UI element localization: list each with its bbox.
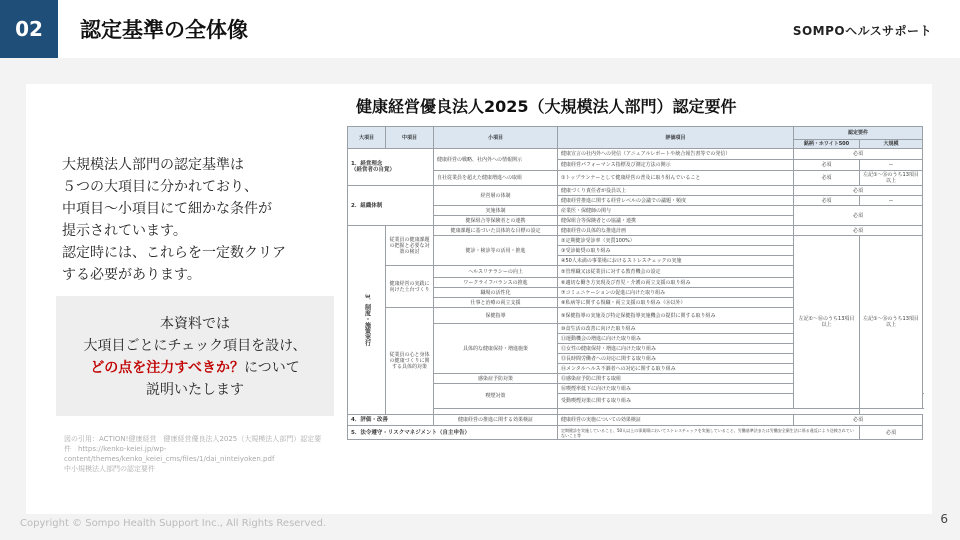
note-line-2: 大項目ごとにチェック項目を設け、 — [83, 338, 307, 354]
sec1-eval-1: 健康宣言の社内外への発信（アニュアルレポートや統合報告書等での発信） — [558, 149, 794, 160]
copyright: Copyright © Sompo Health Support Inc., All Rights Reserved. — [20, 518, 327, 529]
sec3-eval-13: ⑬長時間労働者への対応に関する取り組み — [558, 354, 794, 364]
header-mid: 中項目 — [386, 127, 434, 149]
sec1-eval-2: 健康経営パフォーマンス指標及び測定方法の開示 — [558, 160, 794, 171]
sec2-small-2: 実施体制 — [434, 206, 558, 216]
sec1-req-2a: 必須 — [794, 160, 860, 171]
sec3-mid-3: 従業員の心と身体の健康づくりに関する具体的対策 — [386, 308, 434, 415]
page-title: 認定基準の全体像 — [80, 18, 248, 42]
sec3-label: 3．制度・施策実行 — [348, 226, 386, 415]
sec2-req-1: 必須 — [794, 186, 923, 196]
sec2-label: 2．組織体制 — [348, 186, 434, 226]
header-small: 小項目 — [434, 127, 558, 149]
sec1-req-3a: 必須 — [794, 171, 860, 186]
company-logo: SOMPOヘルスサポート — [792, 24, 932, 38]
note-line-1: 本資料では — [160, 316, 230, 332]
sec3-small-3: ヘルスリテラシーの向上 — [434, 266, 558, 278]
sec1-req-3b: 左記①〜⑯のうち13項目以上 — [860, 171, 923, 186]
sec3-eval-17: 受動喫煙対策に関する取り組み — [558, 394, 794, 409]
sec3-eval-4: ④50人未満の事業場におけるストレスチェックの実施 — [558, 256, 794, 266]
header-req: 認定要件 — [794, 127, 923, 140]
sec4-small-1: 健康経営の推進に関する効果検証 — [434, 415, 558, 426]
sec3-small-1: 健康課題に基づいた具体的な目標の設定 — [434, 226, 558, 236]
sec1-req-2b: ー — [860, 160, 923, 171]
sec1-small-1: 健康経営の戦略、社内外への情報開示 — [434, 149, 558, 171]
sec2-eval-4: 健保組合等保険者との協議・連携 — [558, 216, 794, 226]
sec4-req-1: 必須 — [794, 415, 923, 426]
sec3-eval-1: 健康経営の具体的な推進計画 — [558, 226, 794, 236]
sec3-small-6: 仕事と治療の両立支援 — [434, 298, 558, 308]
sec3-eval-16: ⑯喫煙率低下に向けた取り組み — [558, 384, 794, 394]
sec2-req-2b: ー — [860, 196, 923, 206]
description-text: 大規模法人部門の認定基準は ５つの大項目に分かれており、 中項目〜小項目にて細かな条件が 提示されています。 認定時には、これらを一定数クリア する必要があります。 — [62, 157, 286, 283]
sec3-eval-5: ⑤管理職又は従業員に対する教育機会の設定 — [558, 266, 794, 278]
document-title: 健康経営優良法人2025（大規模法人部門）認定要件 — [356, 97, 737, 116]
sec3-eval-12: ⑫女性の健康保持・増進に向けた取り組み — [558, 344, 794, 354]
sec3-eval-9: ⑨保健指導の実施及び特定保健指導実施機会の提供に関する取り組み — [558, 308, 794, 324]
sec3-eval-10: ⑩食生活の改善に向けた取り組み — [558, 324, 794, 334]
sec1-eval-3: ①トップランナーとして健康経営の普及に取り組んでいること — [558, 171, 794, 186]
sec2-eval-3: 産業医・保健師の関与 — [558, 206, 794, 216]
sec5-label: 5．法令遵守・リスクマネジメント（自主申告） — [348, 426, 558, 440]
sec3-eval-15: ⑮感染症予防に関する取組 — [558, 374, 794, 384]
sec2-small-1: 経営層の体制 — [434, 186, 558, 206]
sec2-req-3: 必須 — [794, 206, 923, 226]
sec1-req-1: 必須 — [794, 149, 923, 160]
sec3-req-left: 左記①〜⑯のうち13項目以上 — [794, 236, 860, 409]
note-highlight: どの点を注力すべきか？ — [90, 360, 244, 376]
header-eval: 評価項目 — [558, 127, 794, 149]
sec3-eval-8: ⑧私病等に関する復職・両立支援の取り組み（⑭以外） — [558, 298, 794, 308]
sec3-eval-6: ⑥適切な働き方実現及び育児・介護の両立支援の取り組み — [558, 278, 794, 288]
header-large-corp: 大規模 — [860, 140, 923, 149]
note-line-4: 説明いたします — [146, 382, 244, 398]
sec3-small-2: 健診・検診等の活用・推進 — [434, 236, 558, 266]
requirements-table — [347, 126, 923, 440]
note-after: について — [244, 360, 300, 376]
sec3-small-4: ワークライフバランスの推進 — [434, 278, 558, 288]
sec3-mid-2: 健康経営の実践に向けた土台づくり — [386, 266, 434, 308]
sec2-req-2a: 必須 — [794, 196, 860, 206]
sec3-eval-3: ③受診勧奨の取り組み — [558, 246, 794, 256]
sec2-eval-1: 健康づくり責任者が役員以上 — [558, 186, 794, 196]
sec3-small-5: 職場の活性化 — [434, 288, 558, 298]
header-large: 大項目 — [348, 127, 386, 149]
sec3-eval-2: ②定期健診受診率（実質100%） — [558, 236, 794, 246]
sec2-eval-2: 健康経営推進に関する経営レベルの会議での議題・頻度 — [558, 196, 794, 206]
sec3-eval-14: ⑭メンタルヘルス不調者への対応に関する取り組み — [558, 364, 794, 374]
page-number: 6 — [940, 512, 948, 526]
sec5-eval-1: 定期健診を実施していること、50人以上の事業場においてストレスチェックを実施していること、労働基準法または労働安全衛生法に係る違反により送検されていないこと等 — [558, 426, 860, 440]
sec3-small-10: 喫煙対策 — [434, 384, 558, 409]
header-bar — [0, 0, 960, 58]
sec2-small-3: 健保組合等保険者との連携 — [434, 216, 558, 226]
sec3-req-right: 左記①〜⑯のうち13項目以上 — [860, 236, 923, 409]
section-number: 02 — [0, 0, 58, 58]
sec3-small-8: 具体的な健康保持・増進施策 — [434, 324, 558, 374]
sec1-small-2: 自社従業員を超えた健康増進への取組 — [434, 171, 558, 186]
note-box — [56, 296, 334, 416]
sec3-small-7: 保健指導 — [434, 308, 558, 324]
sec3-mid-1: 従業員の健康課題の把握と必要な対策の検討 — [386, 226, 434, 266]
note-line-3 — [56, 357, 334, 379]
sec5-req-1: 必須 — [860, 426, 923, 440]
citation: 図の引用：ACTION!健康経営 健康経営優良法人2025（大規模法人部門）認定要件 https://kenko-keiei.jp/wp-content/themes/kenko_keiei_cms/files/1/dai_ninteiyoken.pdf 中小規模法人部門の認定要件 — [64, 435, 322, 473]
sec3-eval-11: ⑪運動機会の増進に向けた取り組み — [558, 334, 794, 344]
sec3-req-1: 必須 — [794, 226, 923, 236]
sec4-label: 4．評価・改善 — [348, 415, 434, 426]
sec4-eval-1: 健康経営の実施についての効果検証 — [558, 415, 794, 426]
sec3-small-9: 感染症予防対策 — [434, 374, 558, 384]
sec3-eval-7: ⑦コミュニケーションの促進に向けた取り組み — [558, 288, 794, 298]
sec1-label: 1．経営理念 （経営者の自覚） — [348, 149, 434, 186]
header-white: 銘柄・ホワイト500 — [794, 140, 860, 149]
